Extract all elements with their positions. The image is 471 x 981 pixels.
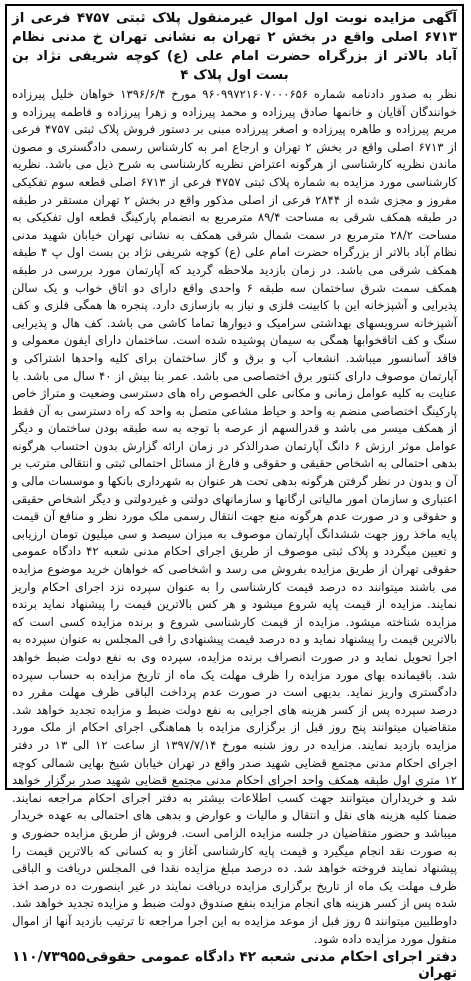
auction-notice [5, 4, 464, 981]
notice-code: ۱۱۰/۷۳۹۵۵ [12, 949, 86, 966]
notice-title: آگهی مزایده نوبت اول اموال غیرمنقول پلاک ثبتی ۴۷۵۷ فرعی از ۶۷۱۳ اصلی واقع در بخش ۲ تهران به نشانی تهران خ مدنی نظام آباد بالاتر از بزرگراه حضرت امام علی (ع) کوچه شریفی نژاد بن بست اول پلاک ۴ [12, 11, 457, 83]
notice-footer [12, 949, 457, 981]
notice-body: نظر به صدور دادنامه شماره ۹۶۰۹۹۷۲۱۶۰۷۰۰۰۶۵۶ مورخ ۱۳۹۶/۶/۴ خواهان خلیل پیرزاده خوانندگان آقایان و خانمها صادق پیرزاده و محمد پیرزاده و زهرا پیرزاده و فاطمه پیرزاده و مریم پیرزاده و طاهره پیرزاده و اصغر پیرزاده مبنی بر دستور فروش پلاک ثبتی ۴۷۵۷ فرعی از ۶۷۱۳ اصلی واقع در بخش ۲ تهران و ارجاع امر به کارشناس رسمی دادگستری و مصون ماندن نظریه کارشناسی از هرگونه اعتراض نظریه کارشناسی به شرح ذیل می باشد. نظریه کارشناسی مورد مزایده به شماره پلاک ثبتی ۴۷۵۷ فرعی از ۶۷۱۳ اصلی قطعه سوم تفکیکی مفروز و مجزی شده از ۲۸۴۴ فرعی از اصلی مذکور واقع در بخش ۲ تهران مستقر در طبقه در طبقه همکف شرقی به مساحت ۸۹/۴ مترمربع به انضمام پارکینگ قطعه اول تفکیکی به مساحت ۲۸/۲ مترمربع در سمت شمال شرقی همکف به نشانی تهران خیابان شهید مدنی نظام آباد بالاتر از بزرگراه حضرت امام علی (ع) کوچه شریفی نژاد بن بست اول پ ۴ طبقه همکف شرقی می باشد. در زمان بازدید ملاحظه گردید که آپارتمان مورد بررسی در طبقه همکف سمت شرق ساختمان سه طبقه ۶ واحدی واقع دارای دو اتاق خواب و یک سالن پذیرایی و آشپزخانه این با کابینت فلزی و نیاز به بازسازی دارد. پنجره ها همگی فلزی و کف آشپزخانه سرویسهای بهداشتی سرامیک و دیوارها تماما کاشی می باشد. کف هال و پذیرایی سنگ و کف اتاقخوابها همگی به سیمان پوشیده شده است. ساختمان دارای ایفون معمولی و فاقد آسانسور میباشد. انشعاب آب و برق و گاز ساختمان برای کلیه واحدها اشتراکی و آپارتمان موصوف دارای کنتور برق اختصاصی می باشد. عمر بنا بیش از ۴۰ سال می باشد. با عنایت به کلیه عوامل زمانی و مکانی علی الخصوص راه های دسترسی وضعیت و متراژ خاص پارکینگ اختصاصی منضم به واحد و حیاط مشاعی متصل به واحد که راه دسترسی به آن فقط از همکف میسر می باشد و قدرالسهم از عرصه با توجه به سه طبقه بودن ساختمان و دیگر عوامل موثر ارزش ۶ دانگ آپارتمان صدرالذکر در زمان ارائه گزارش بدون احتساب هرگونه بدهی احتمالی به اشخاص حقیقی و حقوقی و فارغ از مسائل احتمالی ثبتی و انتقالی مترتب بر آن و بدون در نظر گرفتن هرگونه بدهی تحت هر عنوان به شهرداری بانکها و موسسات مالی و اعتباری و سازمان امور مالیاتی ارگانها و سازمانهای دولتی و غیردولتی و دیگر اشخاص حقیقی و حقوقی و در صورت عدم هرگونه منع جهت انتقال رسمی ملک مورد نظر و منافع آن قیمت پایه ماخذ روز جهت ششدانگ آپارتمان موصوف به میزان سیصد و سی میلیون تومان ارزیابی و تعیین میگردد و پلاک ثبتی موصوف از طریق اجرای احکام مدنی شعبه ۴۲ دادگاه عمومی حقوقی تهران از طریق مزایده بفروش می رسد و اشخاصی که خواهان خرید موضوع مزایده می باشند میتوانند ده درصد قیمت کارشناسی را به عنوان سپرده نزد اجرای احکام واریز نمایند. مزایده از قیمت پایه شروع میشود و هر کس بالاترین قیمت را پیشنهاد نماید برنده مزایده شناخته میشود. مزایده از قیمت کارشناسی شروع و برنده مزایده کسی است که بالاترین قیمت را پیشنهاد نماید و ده درصد قیمت پیشنهادی را فی المجلس به عنوان سپرده به اجرا تحویل نماید و در صورت انصراف برنده مزایده، سپرده وی به نفع دولت ضبط خواهد شد. باقیمانده بهای مورد مزایده را ظرف مهلت یک ماه از تاریخ مزایده به حساب سپرده دادگستری واریز نماید. بدیهی است در صورت عدم پرداخت الباقی ظرف مهلت مقرر ده درصد سپرده پس از کسر هزینه های اجرایی به نفع دولت ضبط و مزایده تجدید خواهد شد. متقاضیان میتوانند پنج روز قبل از برگزاری مزایده با هماهنگی اجرای احکام از ملک مورد مزایده بازدید نمایند. مزایده در روز شنبه مورخ ۱۳۹۷/۷/۱۴ از ساعت ۱۲ الی ۱۳ در دفتر اجرای احکام مدنی مجتمع قضایی شهید صدر واقع در تهران خیابان شیخ بهایی شمالی کوچه ۱۲ متری اول طبقه همکف واحد اجرای احکام مدنی مجتمع قضایی شهید صدر برگزار خواهد شد و خریداران میتوانند جهت کسب اطلاعات بیشتر به دفتر اجرای احکام مراجعه نمایند. ضمنا کلیه هزینه های نقل و انتقال و مالیات و عوارض و بدهی های احتمالی به عهده خریدار میباشد و حضور متقاضیان در جلسه مزایده الزامی است. فروش از طریق مزایده حضوری و به صورت نقد انجام میگیرد و قیمت پایه کارشناسی آغاز و به کسانی که بالاترین قیمت را پیشنهاد نمایند فروخته خواهد شد. ده درصد مبلغ مزایده نقدا فی المجلس دریافت و الباقی ظرف مهلت یک ماه از تاریخ برگزاری مزایده دریافت نمایند در غیر اینصورت ده درصد اخذ شده پس از کسر هزینه های انجام مزایده بنفع صندوق دولت ضبط و مزایده تجدید خواهد شد. داوطلبین میتوانند ۵ روز قبل از موعد مزایده به این اجرا مراجعه تا ترتیب بازدید آنها از اموال منقول مورد مزایده داده شود. [12, 87, 458, 946]
issuer-signature: دفتر اجرای احکام مدنی شعبه ۴۲ دادگاه عمومی حقوقی تهران [85, 949, 457, 981]
